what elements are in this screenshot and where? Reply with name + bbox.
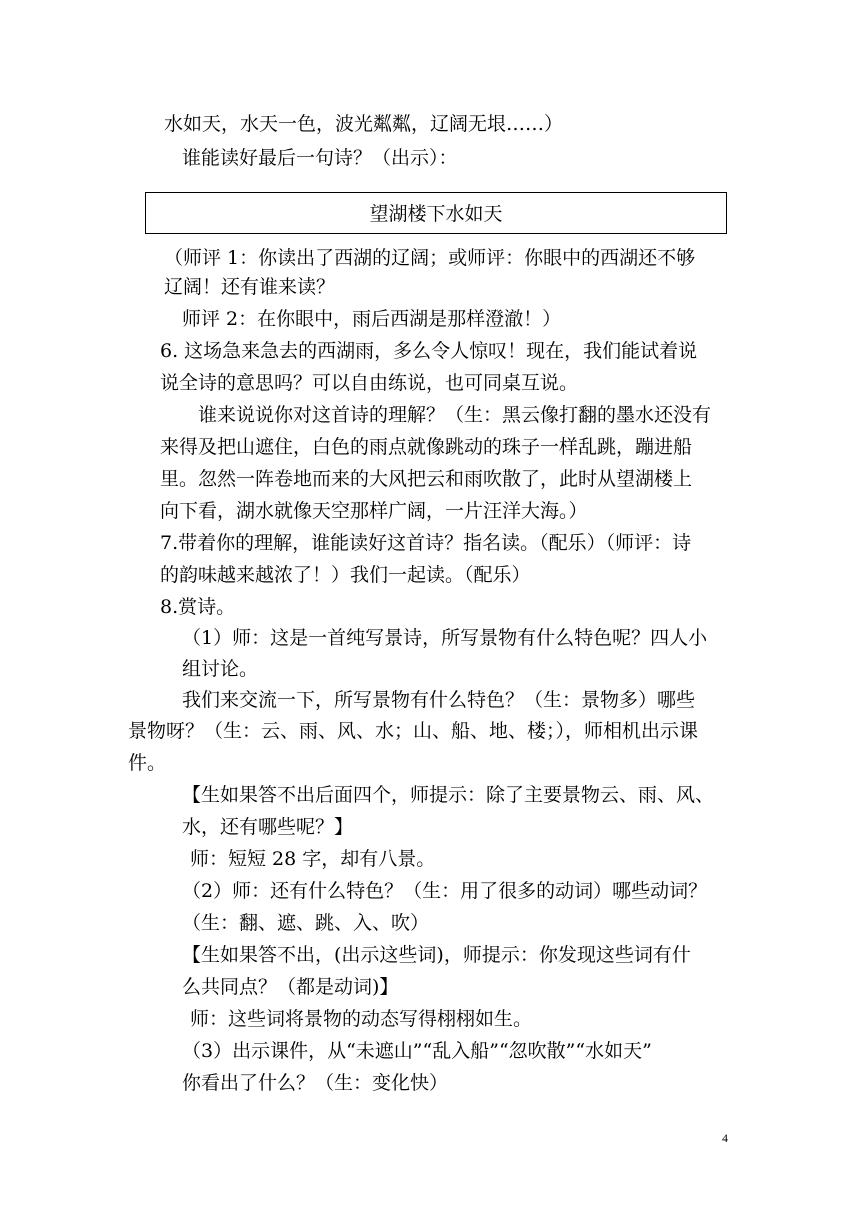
text-line: 的韵味越来越浓了！）我们一起读。（配乐） <box>160 564 531 586</box>
text-line: 里。忽然一阵卷地而来的大风把云和雨吹散了，此时从望湖楼上 <box>160 468 693 490</box>
text-line: （师评 1：你读出了西湖的辽阔；或师评：你眼中的西湖还不够 <box>164 247 696 269</box>
text-line: 7.带着你的理解，谁能读好这首诗？指名读。（配乐）（师评：诗 <box>160 532 692 554</box>
text-line: 我们来交流一下，所写景物有什么特色？（生：景物多）哪些 <box>182 689 696 711</box>
text-line: 谁能读好最后一句诗？（出示）： <box>182 147 458 169</box>
text-line: 8.赏诗。 <box>160 596 236 618</box>
text-line: 师评 2：在你眼中，雨后西湖是那样澄澈！） <box>182 308 562 330</box>
text-line: （3）出示课件，从“未遮山”“乱入船”“忽吹散”“水如天” <box>182 1040 652 1062</box>
text-line: （生：翻、遮、跳、入、吹） <box>182 912 430 934</box>
text-line: 么共同点？（都是动词)】 <box>182 976 399 998</box>
text-line: 辽阔！还有谁来读？ <box>164 276 336 298</box>
text-line: 【生如果答不出，(出示这些词)，师提示：你发现这些词有什 <box>182 944 691 966</box>
text-line: （2）师：还有什么特色？（生：用了很多的动词）哪些动词？ <box>182 880 708 902</box>
text-line: 说全诗的意思吗？可以自由练说，也可同桌互说。 <box>160 372 579 394</box>
text-line: 水，还有哪些呢？】 <box>182 816 354 838</box>
text-line: 组讨论。 <box>182 658 259 680</box>
text-line: 你看出了什么？（生：变化快） <box>182 1072 449 1094</box>
text-line: 件。 <box>128 752 167 774</box>
text-line: （1）师：这是一首纯写景诗，所写景物有什么特色呢？四人小 <box>182 627 708 649</box>
text-line: 景物呀？（生：云、雨、风、水；山、船、地、楼；），师相机出示课 <box>128 720 699 742</box>
text-line: 师：这些词将景物的动态写得栩栩如生。 <box>190 1008 533 1030</box>
text-line: 【生如果答不出后面四个，师提示：除了主要景物云、雨、风、 <box>182 784 715 806</box>
text-line: 谁来说说你对这首诗的理解？（生：黑云像打翻的墨水还没有 <box>198 404 712 426</box>
text-line: 水如天，水天一色，波光粼粼，辽阔无垠……） <box>164 113 564 135</box>
page-number: 4 <box>722 1131 728 1145</box>
text-line: 6. 这场急来急去的西湖雨，多么令人惊叹！现在，我们能试着说 <box>160 340 698 362</box>
text-line: 师：短短 28 字，却有八景。 <box>190 848 436 870</box>
poem-line: 望湖楼下水如天 <box>369 203 503 225</box>
text-line: 来得及把山遮住，白色的雨点就像跳动的珠子一样乱跳，蹦进船 <box>160 436 693 458</box>
poem-line-box <box>145 192 727 234</box>
text-line: 向下看，湖水就像天空那样广阔，一片汪洋大海。） <box>160 500 588 522</box>
